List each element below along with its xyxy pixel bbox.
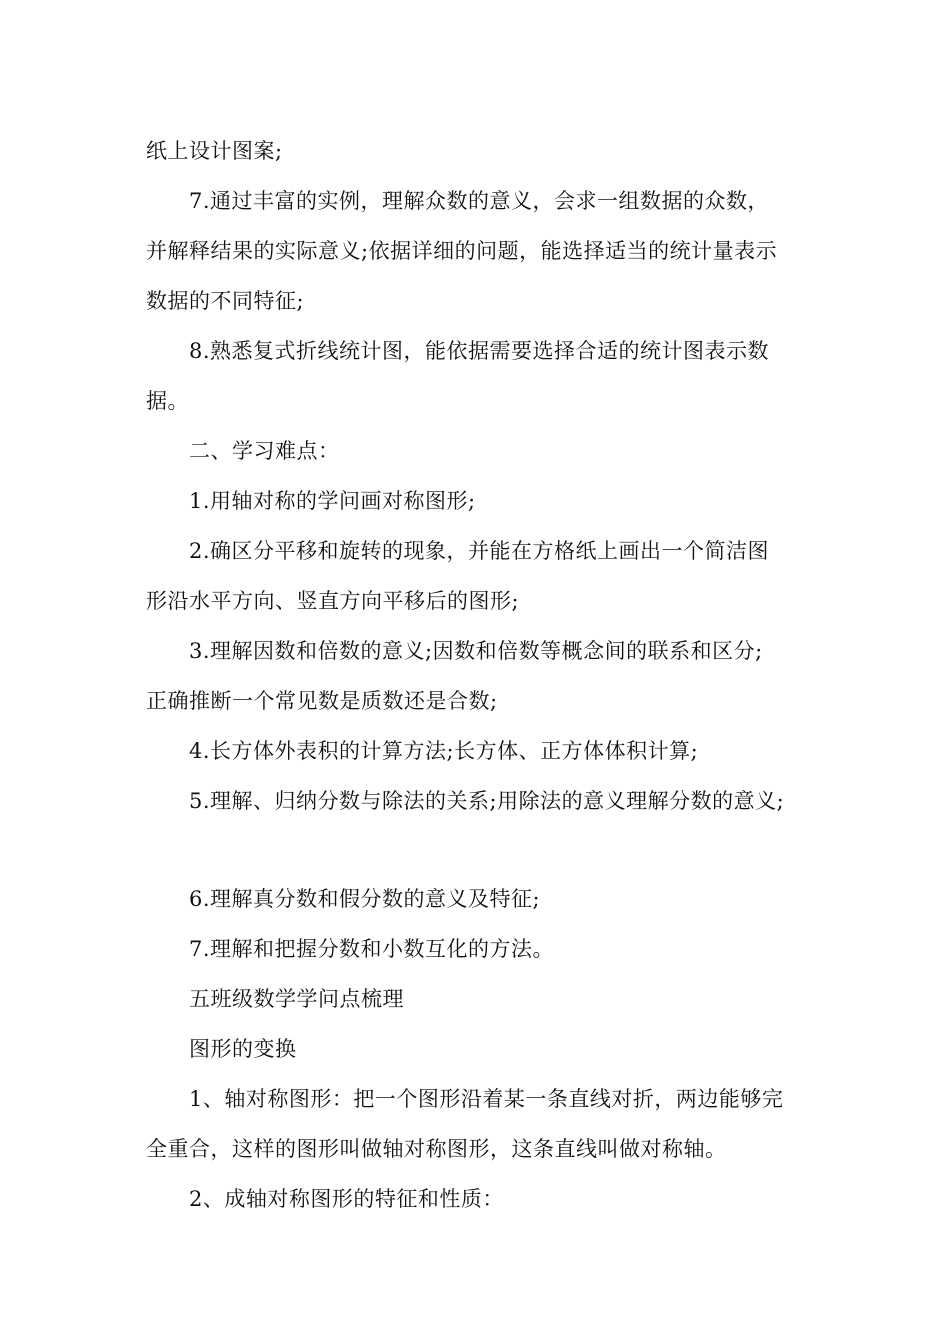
- text-line: 全重合，这样的图形叫做轴对称图形，这条直线叫做对称轴。: [146, 1137, 727, 1161]
- text-line: 2.确区分平移和旋转的现象，并能在方格纸上画出一个简洁图: [189, 539, 770, 563]
- text-line: 5.理解、归纳分数与除法的关系;用除法的意义理解分数的意义;: [189, 789, 785, 813]
- section-heading: 五班级数学学问点梳理: [189, 987, 404, 1011]
- text-line: 4.长方体外表积的计算方法;长方体、正方体体积计算;: [189, 739, 699, 763]
- text-line: 8.熟悉复式折线统计图，能依据需要选择合适的统计图表示数: [189, 339, 770, 363]
- text-line: 1、轴对称图形：把一个图形沿着某一条直线对折，两边能够完: [189, 1087, 784, 1111]
- text-line: 3.理解因数和倍数的意义;因数和倍数等概念间的联系和区分;: [189, 639, 763, 663]
- text-line: 7.通过丰富的实例，理解众数的意义，会求一组数据的众数，: [189, 189, 770, 213]
- text-line: 形沿水平方向、竖直方向平移后的图形;: [146, 589, 520, 613]
- text-line: 6.理解真分数和假分数的意义及特征;: [189, 887, 541, 911]
- section-heading: 二、学习难点：: [189, 439, 340, 463]
- text-line: 7.理解和把握分数和小数互化的方法。: [189, 937, 555, 961]
- text-line: 并解释结果的实际意义;依据详细的问题，能选择适当的统计量表示: [146, 239, 778, 263]
- text-line: 1.用轴对称的学问画对称图形;: [189, 489, 476, 513]
- text-line: 数据的不同特征;: [146, 289, 305, 313]
- text-line: 纸上设计图案;: [146, 139, 283, 163]
- text-line: 正确推断一个常见数是质数还是合数;: [146, 689, 498, 713]
- text-line: 据。: [146, 389, 189, 413]
- section-heading: 图形的变换: [189, 1037, 297, 1061]
- text-line: 2、成轴对称图形的特征和性质：: [189, 1187, 504, 1211]
